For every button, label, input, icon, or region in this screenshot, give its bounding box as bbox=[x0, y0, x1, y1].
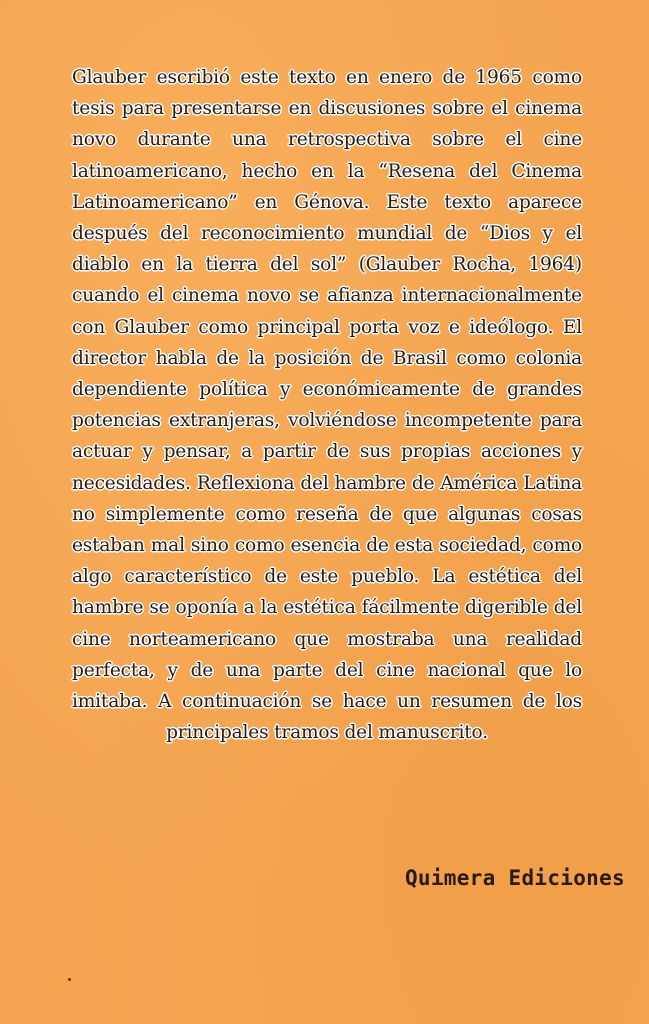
back-cover-blurb: Glauber escribió este texto en enero de 1965 como tesis para presentarse en discusiones sobre el cinema novo durante una retrospectiva sobre el cine latinoamericano, hecho en la “Resena del Cinema Latinoamericano” en Génova. Este texto aparece después del reconocimiento mundial de “Dios y el diablo en la tierra del sol” (Glauber Rocha, 1964) cuando el cinema novo se afianza internacionalmente con Glauber como principal porta voz e ideólogo. El director habla de la posición de Brasil como colonia dependiente política y económicamente de grandes potencias extranjeras, volviéndose incompetente para actuar y pensar, a partir de sus propias acciones y necesidades. Reflexiona del hambre de América Latina no simplemente como reseña de que algunas cosas estaban mal sino como esencia de esta sociedad, como algo característico de este pueblo. La estética del hambre se oponía a la estética fácilmente digerible del cine norteamericano que mostraba una realidad perfecta, y de una parte del cine nacional que lo imitaba. A continuación se hace un resumen de los principales tramos del manuscrito. bbox=[72, 67, 582, 744]
publisher-name: Quimera Ediciones bbox=[404, 866, 625, 890]
paper-speck bbox=[68, 978, 71, 981]
